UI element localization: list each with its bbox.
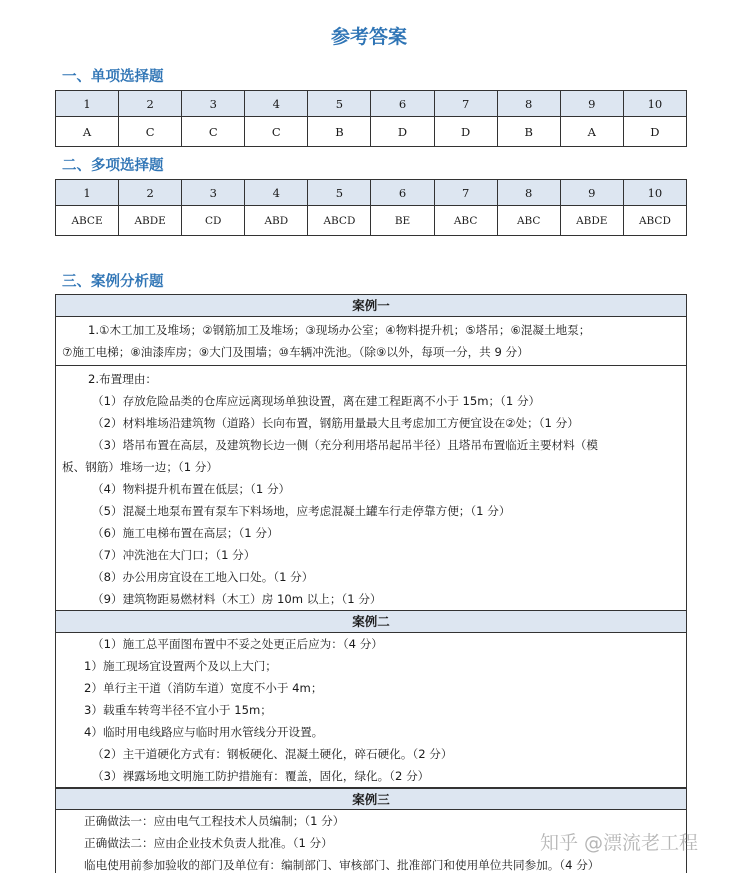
- answer-cell: C: [245, 117, 308, 147]
- question-number-cell: 4: [245, 180, 308, 206]
- answer-line: （2）主干道硬化方式有：钢板硬化、混凝土硬化，碎石硬化。（2 分）: [92, 747, 453, 761]
- answer-line: （3）裸露场地文明施工防护措施有：覆盖，固化，绿化。（2 分）: [92, 769, 430, 783]
- answer-line: （8）办公用房宜设在工地入口处。（1 分）: [92, 570, 314, 584]
- answer-cell: ABC: [434, 206, 497, 236]
- answer-line: 1.①木工加工及堆场；②钢筋加工及堆场；③现场办公室；④物料提升机；⑤塔吊；⑥混凝土地泵；: [88, 323, 591, 337]
- answer-line: （4）物料提升机布置在低层；（1 分）: [92, 482, 291, 496]
- case-two-content: [56, 633, 686, 788]
- answer-line: 1）施工现场宜设置两个及以上大门；: [84, 659, 277, 673]
- section-heading-case-analysis: 三、案例分析题: [62, 274, 164, 290]
- question-number-cell: 1: [56, 91, 119, 117]
- watermark: 知乎 @漂流老工程: [540, 832, 699, 854]
- answer-line: 正确做法二：应由企业技术负责人批准。（1 分）: [84, 836, 333, 850]
- answer-line: 4）临时用电线路应与临时用水管线分开设置。: [84, 725, 324, 739]
- page-title: 参考答案: [330, 26, 407, 48]
- single-choice-answer-table: [55, 90, 687, 147]
- answer-cell: D: [371, 117, 434, 147]
- case-one-part-one: [56, 317, 686, 366]
- question-number-cell: 9: [560, 91, 623, 117]
- section-heading-single-choice: 一、单项选择题: [62, 69, 164, 85]
- case-two-title: 案例二: [56, 611, 686, 633]
- answer-cell: B: [497, 117, 560, 147]
- case-one-part-two: [56, 366, 686, 611]
- question-number-cell: 5: [308, 180, 371, 206]
- answer-line: 3）载重车转弯半径不宜小于 15m；: [84, 703, 272, 717]
- case-three-title: 案例三: [56, 788, 686, 810]
- answer-cell: D: [434, 117, 497, 147]
- question-number-cell: 8: [497, 91, 560, 117]
- answer-cell: CD: [182, 206, 245, 236]
- question-number-cell: 10: [623, 91, 686, 117]
- question-number-cell: 3: [182, 91, 245, 117]
- table-header-row: [56, 91, 687, 117]
- answer-line: （3）塔吊布置在高层，及建筑物长边一侧（充分利用塔吊起吊半径）且塔吊布置临近主要材料（模: [92, 438, 598, 452]
- answer-cell: ABCD: [308, 206, 371, 236]
- answer-cell: ABD: [245, 206, 308, 236]
- question-number-cell: 9: [560, 180, 623, 206]
- answer-cell: ABC: [497, 206, 560, 236]
- answer-line: 板、钢筋）堆场一边；（1 分）: [62, 460, 218, 474]
- answer-line: （1）施工总平面图布置中不妥之处更正后应为：（4 分）: [92, 637, 383, 651]
- question-number-cell: 3: [182, 180, 245, 206]
- answer-line: 2.布置理由：: [88, 372, 158, 386]
- question-number-cell: 4: [245, 91, 308, 117]
- section-heading-multiple-choice: 二、多项选择题: [62, 158, 164, 174]
- answer-cell: ABCD: [623, 206, 686, 236]
- question-number-cell: 5: [308, 91, 371, 117]
- answer-cell: A: [560, 117, 623, 147]
- answer-line: （7）冲洗池在大门口；（1 分）: [92, 548, 256, 562]
- answer-line: （6）施工电梯布置在高层；（1 分）: [92, 526, 279, 540]
- answer-line: （2）材料堆场沿建筑物（道路）长向布置，钢筋用量最大且考虑加工方便宜设在②处；（1 分）: [92, 416, 579, 430]
- question-number-cell: 6: [371, 180, 434, 206]
- question-number-cell: 1: [56, 180, 119, 206]
- table-answer-row: [56, 206, 687, 236]
- question-number-cell: 7: [434, 91, 497, 117]
- answer-cell: ABCE: [56, 206, 119, 236]
- answer-line: （1）存放危险品类的仓库应远离现场单独设置，离在建工程距离不小于 15m；（1 分）: [92, 394, 541, 408]
- answer-cell: B: [308, 117, 371, 147]
- answer-cell: A: [56, 117, 119, 147]
- answer-cell: C: [119, 117, 182, 147]
- table-answer-row: [56, 117, 687, 147]
- question-number-cell: 6: [371, 91, 434, 117]
- answer-line: 2）单行主干道（消防车道）宽度不小于 4m；: [84, 681, 323, 695]
- answer-line: （9）建筑物距易燃材料（木工）房 10m 以上；（1 分）: [92, 592, 382, 606]
- answer-cell: D: [623, 117, 686, 147]
- answer-cell: ABDE: [119, 206, 182, 236]
- case-one-title: 案例一: [56, 295, 686, 317]
- answer-line: 临电使用前参加验收的部门及单位有：编制部门、审核部门、批准部门和使用单位共同参加。（4 分）: [84, 858, 600, 872]
- answer-cell: ABDE: [560, 206, 623, 236]
- case-analysis-table: [55, 294, 687, 873]
- multiple-choice-answer-table: [55, 179, 687, 236]
- answer-line: ⑦施工电梯；⑧油漆库房；⑨大门及围墙；⑩车辆冲洗池。（除⑨以外，每项一分，共 9 分）: [62, 345, 529, 359]
- table-header-row: [56, 180, 687, 206]
- question-number-cell: 7: [434, 180, 497, 206]
- answer-line: 正确做法一：应由电气工程技术人员编制；（1 分）: [84, 814, 345, 828]
- answer-line: （5）混凝土地泵布置有泵车下料场地，应考虑混凝土罐车行走停靠方便；（1 分）: [92, 504, 511, 518]
- question-number-cell: 2: [119, 91, 182, 117]
- answer-cell: BE: [371, 206, 434, 236]
- question-number-cell: 2: [119, 180, 182, 206]
- answer-cell: C: [182, 117, 245, 147]
- question-number-cell: 8: [497, 180, 560, 206]
- question-number-cell: 10: [623, 180, 686, 206]
